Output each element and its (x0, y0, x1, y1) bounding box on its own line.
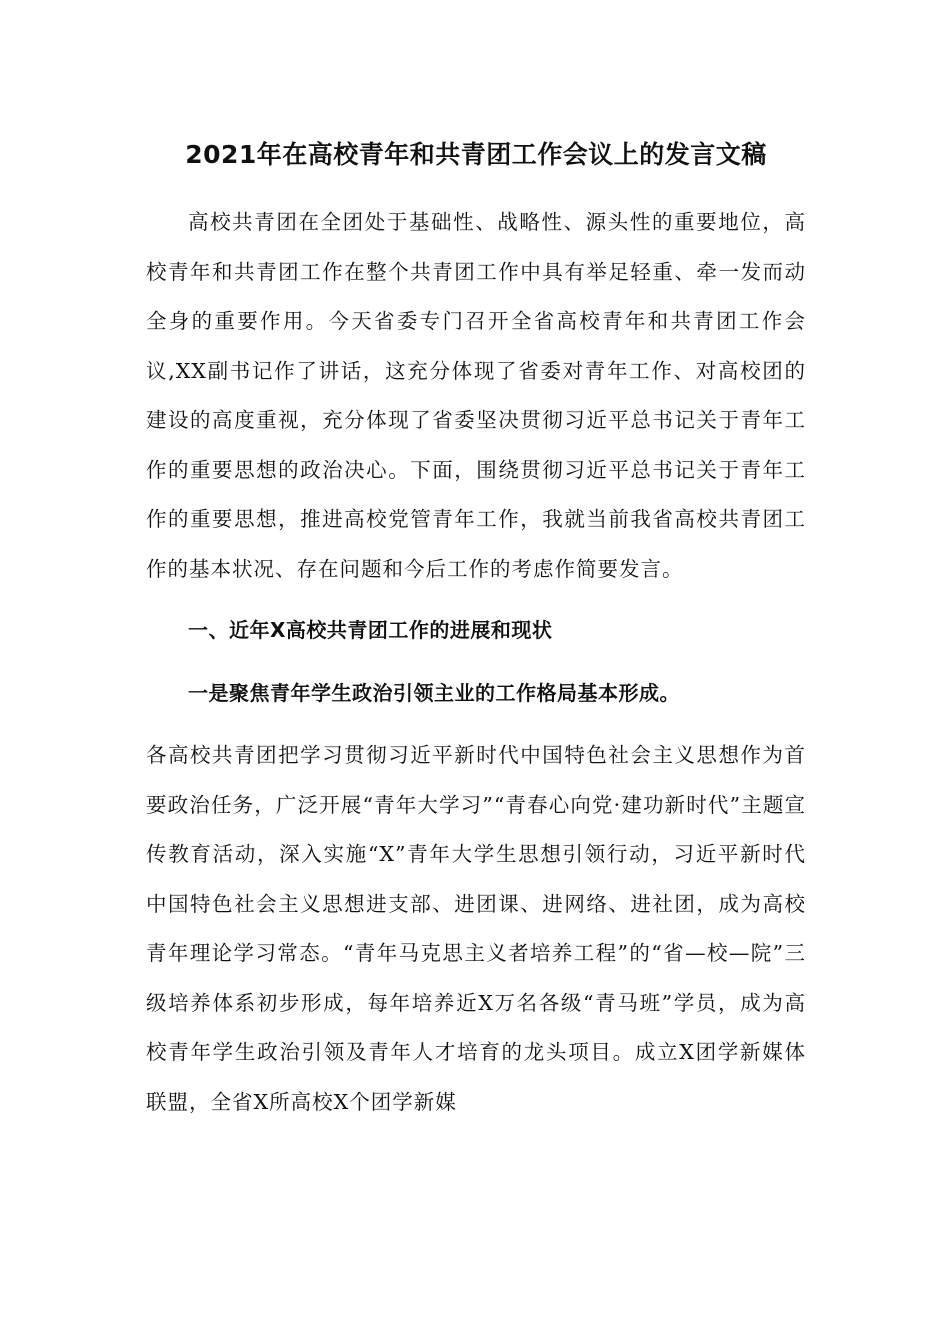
document-page (146, 130, 806, 1127)
subsection-heading: 一是聚焦青年学生政治引领主业的工作格局基本形成。 (188, 680, 680, 705)
body-paragraph: 各高校共青团把学习贯彻习近平新时代中国特色社会主义思想作为首要政治任务，广泛开展“青年大学习”“青春心向党·建功新时代”主题宣传教育活动，深入实施“X”青年大学生思想引领行动，习近平新时代中国特色社会主义思想进支部、进团课、进网络、进社团，成为高校青年理论学习常态。“青年马克思主义者培养工程”的“省—校—院”三级培养体系初步形成，每年培养近X万名各级“青马班”学员，成为高校青年学生政治引领及青年人才培育的龙头项目。成立X团学新媒体联盟，全省X所高校X个团学新媒 (146, 743, 806, 1114)
document-title: 2021年在高校青年和共青团工作会议上的发言文稿 (185, 140, 767, 169)
intro-paragraph: 高校共青团在全团处于基础性、战略性、源头性的重要地位，高校青年和共青团工作在整个共青团工作中具有举足轻重、牵一发而动全身的重要作用。今天省委专门召开全省高校青年和共青团工作会议,XX副书记作了讲话，这充分体现了省委对青年工作、对高校团的建设的高度重视，充分体现了省委坚决贯彻习近平总书记关于青年工作的重要思想的政治决心。下面，围绕贯彻习近平总书记关于青年工作的重要思想，推进高校党管青年工作，我就当前我省高校共青团工作的基本状况、存在问题和今后工作的考虑作简要发言。 (146, 210, 806, 581)
section-heading: 一、近年X高校共青团工作的进展和现状 (188, 618, 553, 642)
